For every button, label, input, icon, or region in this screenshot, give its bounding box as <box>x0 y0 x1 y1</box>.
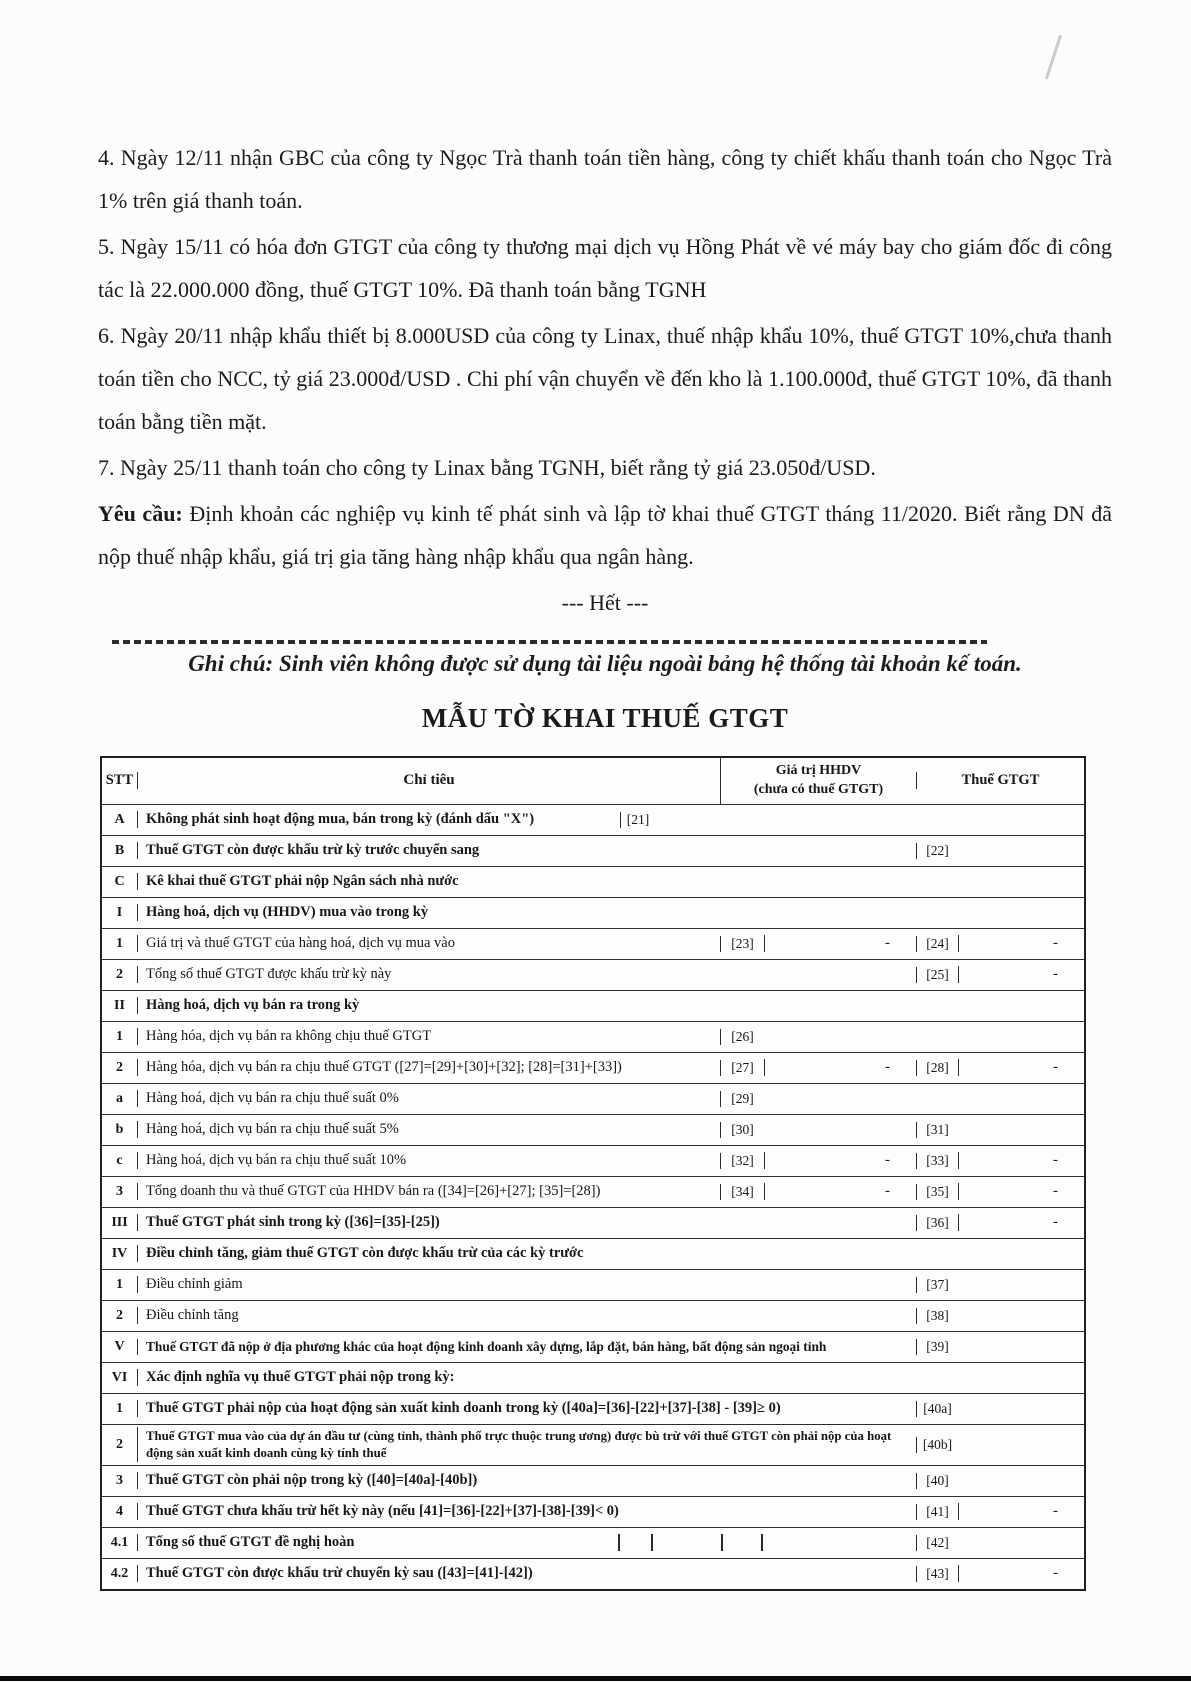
divider-mark <box>618 1534 620 1551</box>
tax-code-box: [35] <box>916 1184 958 1200</box>
value-cell: - <box>764 1059 916 1076</box>
divider-mark <box>761 1534 763 1551</box>
criteria-cell: Thuế GTGT phát sinh trong kỳ ([36]=[35]-[25]) <box>137 1214 916 1231</box>
criteria-cell: Thuế GTGT chưa khấu trừ hết kỳ này (nếu [41]=[36]-[22]+[37]-[38]-[39]< 0) <box>137 1503 916 1520</box>
code-box: [21] <box>620 812 655 828</box>
table-row-iv <box>102 1238 1084 1269</box>
value-code-box: [23] <box>720 936 764 952</box>
stt-cell: 3 <box>116 1183 123 1199</box>
table-row <box>102 928 1084 959</box>
header-criteria: Chỉ tiêu <box>137 772 720 789</box>
criteria-cell: Kê khai thuế GTGT phải nộp Ngân sách nhà nước <box>137 873 1084 890</box>
header-tax: Thuế GTGT <box>916 772 1084 789</box>
criteria-cell: Điều chỉnh tăng, giảm thuế GTGT còn được khấu trừ của các kỳ trước <box>137 1245 1084 1262</box>
table-row-a <box>102 804 1084 835</box>
criteria-cell: Hàng hoá, dịch vụ bán ra chịu thuế suất 0% <box>137 1090 720 1107</box>
exercise-text-block <box>98 0 1112 742</box>
divider-mark <box>651 1534 653 1551</box>
table-row-iii <box>102 1207 1084 1238</box>
stt-cell: c <box>116 1152 123 1168</box>
table-row <box>102 1527 1084 1558</box>
value-code-box: [30] <box>720 1122 764 1138</box>
table-row <box>102 1052 1084 1083</box>
tax-code-box: [41] <box>916 1504 958 1520</box>
tax-code-box: [22] <box>916 843 958 859</box>
table-row <box>102 1465 1084 1496</box>
requirement-text: Định khoản các nghiệp vụ kinh tế phát sinh và lập tờ khai thuế GTGT tháng 11/2020. Biết rằng DN đã nộp thuế nhập khẩu, giá trị gia tăng hàng nhập khẩu qua ngân hàng. <box>98 501 1113 569</box>
tax-value-cell: - <box>958 1059 1084 1076</box>
tax-code-box: [36] <box>916 1215 958 1231</box>
vat-declaration-table <box>100 756 1086 1591</box>
table-row <box>102 1145 1084 1176</box>
stt-cell: B <box>114 842 125 858</box>
tax-value-cell: - <box>958 1183 1084 1200</box>
table-row <box>102 1114 1084 1145</box>
stt-cell: V <box>114 1338 125 1354</box>
tax-value-cell: - <box>958 1214 1084 1231</box>
stt-cell: A <box>114 811 125 827</box>
value-code-box: [34] <box>720 1184 764 1200</box>
value-cell: - <box>764 935 916 952</box>
tax-value-cell: - <box>958 935 1084 952</box>
tax-value-cell: - <box>958 1565 1084 1582</box>
value-code-box: [26] <box>720 1029 764 1045</box>
header-value-column <box>720 758 916 804</box>
table-row <box>102 1558 1084 1589</box>
tax-code-box: [42] <box>916 1535 958 1551</box>
table-row <box>102 1393 1084 1424</box>
tax-code-box: [37] <box>916 1277 958 1293</box>
exercise-item-6: 6. Ngày 20/11 nhập khẩu thiết bị 8.000USD của công ty Linax, thuế nhập khẩu 10%, thuế GTGT 10%,chưa thanh toán tiền cho NCC, tỷ giá 23.000đ/USD . Chi phí vận chuyển về đến kho là 1.100.000đ, thuế GTGT 10%, đã thanh toán bằng tiền mặt. <box>98 323 1112 434</box>
header-stt: STT <box>105 772 134 788</box>
divider-mark <box>721 1534 723 1551</box>
table-row <box>102 1300 1084 1331</box>
exercise-item-4: 4. Ngày 12/11 nhận GBC của công ty Ngọc Trà thanh toán tiền hàng, công ty chiết khấu thanh toán cho Ngọc Trà 1% trên giá thanh toán. <box>98 145 1112 213</box>
table-row <box>102 1176 1084 1207</box>
tax-value-cell: - <box>958 1152 1084 1169</box>
stt-cell: II <box>114 997 125 1013</box>
stt-cell: C <box>114 873 125 889</box>
stt-cell: 2 <box>116 1307 123 1323</box>
stt-cell: 1 <box>116 1400 123 1416</box>
criteria-cell: Hàng hoá, dịch vụ bán ra chịu thuế suất 5% <box>137 1121 720 1138</box>
table-row <box>102 1083 1084 1114</box>
table-row <box>102 1021 1084 1052</box>
tax-code-box: [25] <box>916 967 958 983</box>
table-row-b <box>102 835 1084 866</box>
end-marker: --- Hết --- <box>561 590 649 615</box>
value-code-box: [27] <box>720 1060 764 1076</box>
tax-code-box: [40b] <box>916 1437 958 1453</box>
header-value-line2: (chưa có thuế GTGT) <box>753 781 884 797</box>
stt-cell: I <box>116 904 123 920</box>
criteria-cell: Thuế GTGT đã nộp ở địa phương khác của hoạt động kinh doanh xây dựng, lắp đặt, bán hàng, bất động sản ngoại tỉnh <box>137 1339 916 1355</box>
criteria-cell: Thuế GTGT còn được khấu trừ kỳ trước chuyển sang <box>137 842 916 859</box>
criteria-cell: Điều chỉnh giảm <box>137 1276 916 1293</box>
criteria-cell: Điều chỉnh tăng <box>137 1307 916 1324</box>
value-code-box: [32] <box>720 1153 764 1169</box>
value-cell: - <box>764 1183 916 1200</box>
stt-cell: IV <box>111 1245 128 1261</box>
table-row <box>102 959 1084 990</box>
table-header-row <box>102 758 1084 804</box>
criteria-cell: Tổng số thuế GTGT được khấu trừ kỳ này <box>137 966 916 983</box>
stt-cell: b <box>115 1121 124 1137</box>
criteria-cell: Tổng doanh thu và thuế GTGT của HHDV bán ra ([34]=[26]+[27]; [35]=[28]) <box>137 1183 720 1200</box>
note-label: Ghi chú: <box>188 650 274 676</box>
tax-code-box: [38] <box>916 1308 958 1324</box>
stt-cell: 4.2 <box>110 1565 129 1581</box>
stt-cell: III <box>111 1214 128 1230</box>
table-row <box>102 1496 1084 1527</box>
criteria-cell: Thuế GTGT phải nộp của hoạt động sản xuất kinh doanh trong kỳ ([40a]=[36]-[22]+[37]-[38] - [39]≥ 0) <box>137 1400 916 1417</box>
note-text: Sinh viên không được sử dụng tài liệu ngoài bảng hệ thống tài khoản kế toán. <box>278 650 1022 676</box>
criteria-cell: Thuế GTGT còn phải nộp trong kỳ ([40]=[40a]-[40b]) <box>137 1472 916 1489</box>
scan-edge-artifact <box>0 1676 1191 1681</box>
header-value-line1: Giá trị HHDV <box>775 762 862 778</box>
tax-value-cell: - <box>958 966 1084 983</box>
table-row <box>102 1424 1084 1465</box>
tax-code-box: [40] <box>916 1473 958 1489</box>
criteria-cell: Thuế GTGT còn được khấu trừ chuyển kỳ sau ([43]=[41]-[42]) <box>137 1565 916 1582</box>
stt-cell: 4 <box>116 1503 123 1519</box>
criteria-cell: Không phát sinh hoạt động mua, bán trong kỳ (đánh dấu "X") <box>137 811 620 828</box>
stt-cell: 2 <box>116 1436 123 1452</box>
stt-cell: 3 <box>116 1472 123 1488</box>
criteria-cell: Hàng hoá, dịch vụ bán ra trong kỳ <box>137 997 1084 1014</box>
tax-code-box: [31] <box>916 1122 958 1138</box>
exercise-item-5: 5. Ngày 15/11 có hóa đơn GTGT của công ty thương mại dịch vụ Hồng Phát về vé máy bay cho giám đốc đi công tác là 22.000.000 đồng, thuế GTGT 10%. Đã thanh toán bằng TGNH <box>98 234 1112 302</box>
stt-cell: VI <box>111 1369 128 1385</box>
criteria-cell: Thuế GTGT mua vào của dự án đầu tư (cùng tỉnh, thành phố trực thuộc trung ương) được bù trừ với thuế GTGT còn phải nộp của hoạt động sản xuất kinh doanh cùng kỳ tính thuế <box>137 1427 916 1462</box>
stt-cell: a <box>116 1090 123 1106</box>
criteria-text: Tổng số thuế GTGT đề nghị hoàn <box>146 1534 355 1550</box>
exercise-item-7: 7. Ngày 25/11 thanh toán cho công ty Linax bằng TGNH, biết rằng tỷ giá 23.050đ/USD. <box>98 455 876 480</box>
form-title: MẪU TỜ KHAI THUẾ GTGT <box>421 702 789 733</box>
note-line <box>98 644 1112 684</box>
tax-code-box: [43] <box>916 1566 958 1582</box>
stt-cell: 1 <box>116 1276 123 1292</box>
tax-code-box: [33] <box>916 1153 958 1169</box>
criteria-cell: Hàng hoá, dịch vụ (HHDV) mua vào trong kỳ <box>137 904 1084 921</box>
tax-code-box: [28] <box>916 1060 958 1076</box>
criteria-cell: Hàng hóa, dịch vụ bán ra chịu thuế GTGT ([27]=[29]+[30]+[32]; [28]=[31]+[33]) <box>137 1059 720 1076</box>
criteria-cell: Giá trị và thuế GTGT của hàng hoá, dịch vụ mua vào <box>137 935 720 952</box>
table-row-v <box>102 1331 1084 1362</box>
value-cell: - <box>764 1152 916 1169</box>
table-row-i <box>102 897 1084 928</box>
stt-cell: 2 <box>116 1059 123 1075</box>
table-row <box>102 1269 1084 1300</box>
table-row-c <box>102 866 1084 897</box>
tax-code-box: [24] <box>916 936 958 952</box>
stt-cell: 2 <box>116 966 123 982</box>
requirement-label: Yêu cầu: <box>98 501 183 526</box>
requirement-paragraph <box>98 492 1112 578</box>
tax-code-box: [39] <box>916 1339 958 1355</box>
table-row-ii <box>102 990 1084 1021</box>
criteria-cell: Xác định nghĩa vụ thuế GTGT phải nộp trong kỳ: <box>137 1369 1084 1386</box>
value-code-box: [29] <box>720 1091 764 1107</box>
table-row-vi <box>102 1362 1084 1393</box>
tax-code-box: [40a] <box>916 1401 958 1417</box>
tax-value-cell: - <box>958 1503 1084 1520</box>
criteria-cell: Hàng hóa, dịch vụ bán ra không chịu thuế GTGT <box>137 1028 720 1045</box>
stt-cell: 4.1 <box>110 1534 129 1550</box>
stt-cell: 1 <box>116 1028 123 1044</box>
stt-cell: 1 <box>116 935 123 951</box>
criteria-cell: Hàng hoá, dịch vụ bán ra chịu thuế suất 10% <box>137 1152 720 1169</box>
criteria-cell <box>137 1534 916 1551</box>
